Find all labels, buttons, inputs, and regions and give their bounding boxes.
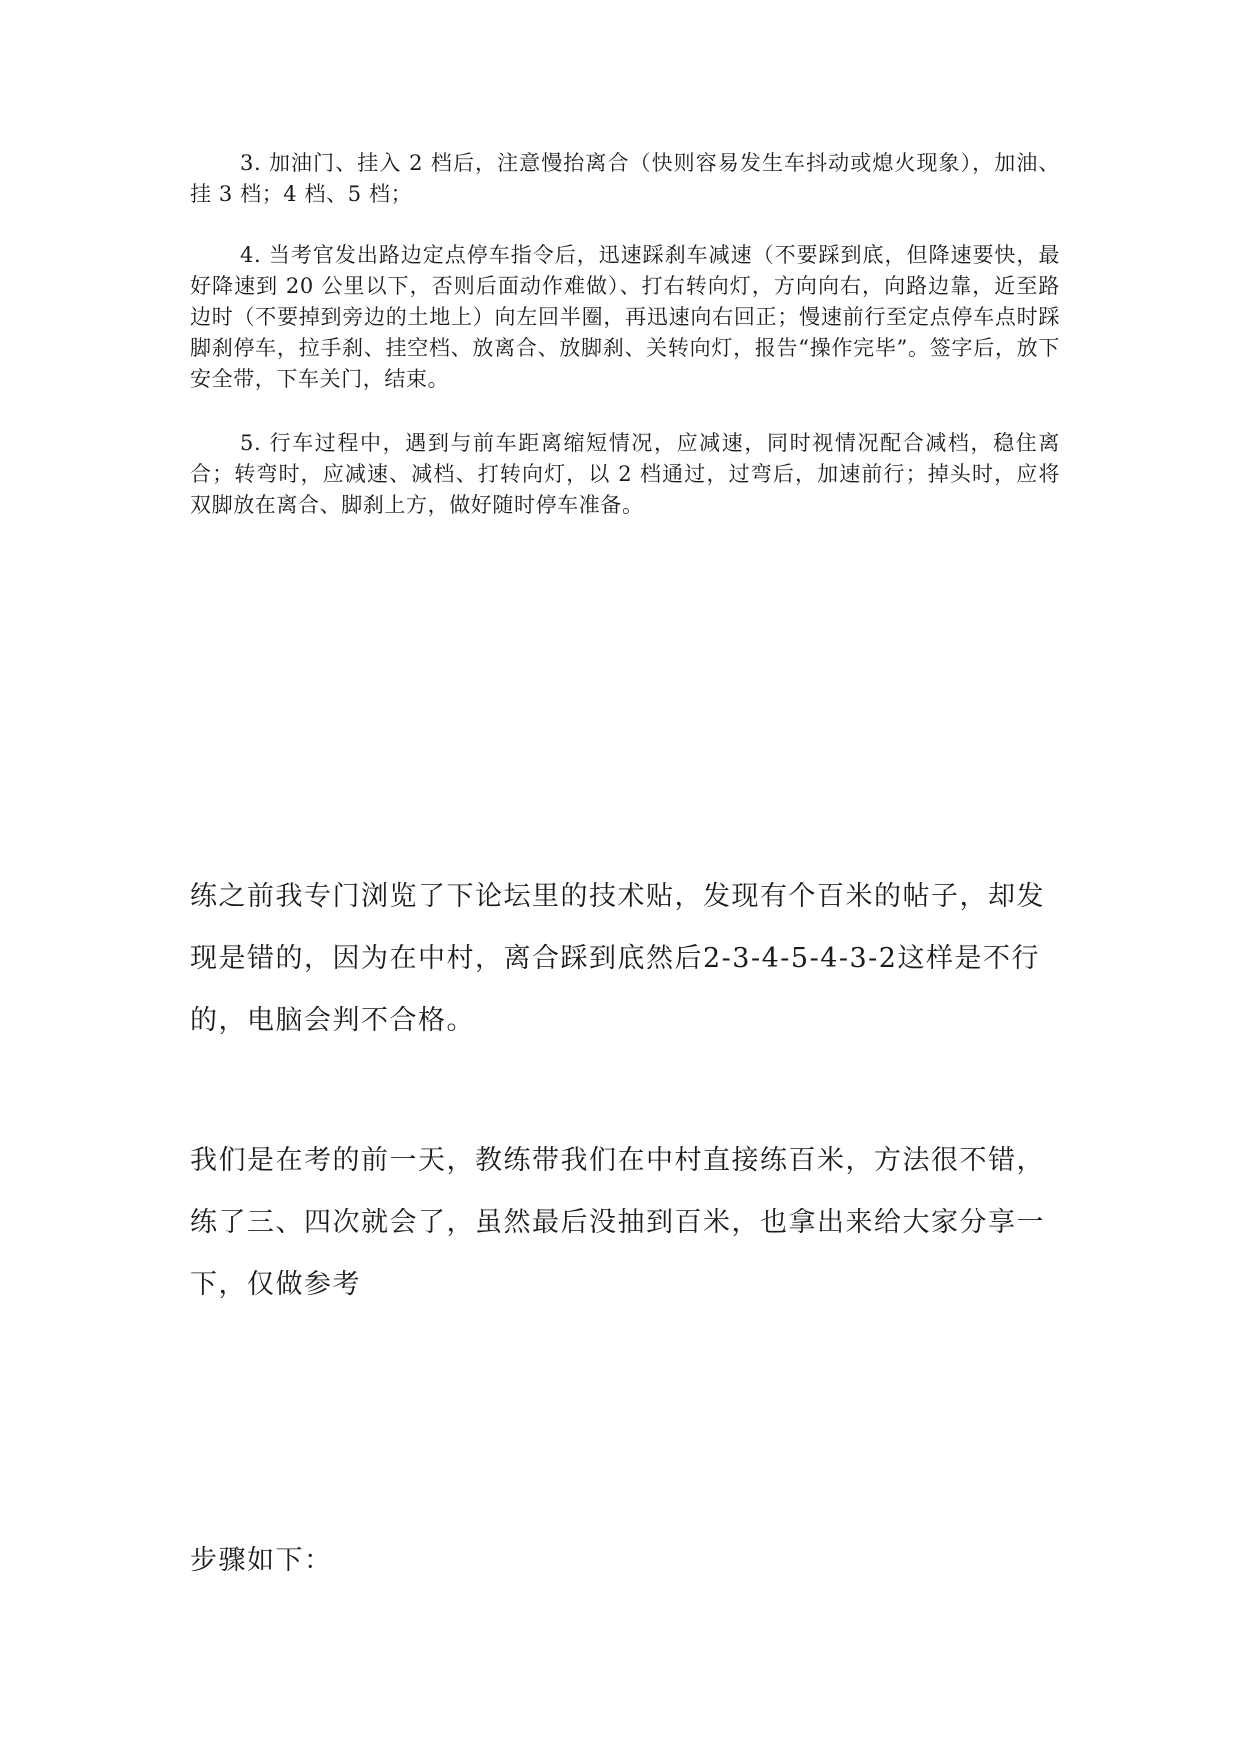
forum-paragraph: 练之前我专门浏览了下论坛里的技术贴，发现有个百米的帖子，却发现是错的，因为在中村，离合踩到底然后2-3-4-5-4-3-2这样是不行的，电脑会判不合格。 [190,881,1045,1036]
practice-paragraph: 我们是在考的前一天，教练带我们在中村直接练百米，方法很不错，练了三、四次就会了，虽然最后没抽到百米，也拿出来给大家分享一下，仅做参考 [190,1145,1045,1300]
step-4-paragraph: 4. 当考官发出路边定点停车指令后，迅速踩刹车减速（不要踩到底，但降速要快，最好降速到 20 公里以下，否则后面动作难做）、打右转向灯，方向向右，向路边靠，近至路边时（不要掉到旁边的土地上）向左回半圈，再迅速向右回正；慢速前行至定点停车点时踩脚刹停车，拉手刹、挂空档、放离合、放脚刹、关转向灯，报告“操作完毕”。签字后，放下安全带，下车关门，结束。 [190,243,1060,391]
steps-heading: 步骤如下： [190,1545,333,1576]
step-5-paragraph: 5. 行车过程中，遇到与前车距离缩短情况，应减速，同时视情况配合减档，稳住离合；转弯时，应减速、减档、打转向灯，以 2 档通过，过弯后，加速前行；掉头时，应将双脚放在离合、脚刹上方，做好随时停车准备。 [190,431,1060,517]
step-3-paragraph: 3. 加油门、挂入 2 档后，注意慢抬离合（快则容易发生车抖动或熄火现象），加油、挂 3 档；4 档、5 档； [190,151,1060,206]
